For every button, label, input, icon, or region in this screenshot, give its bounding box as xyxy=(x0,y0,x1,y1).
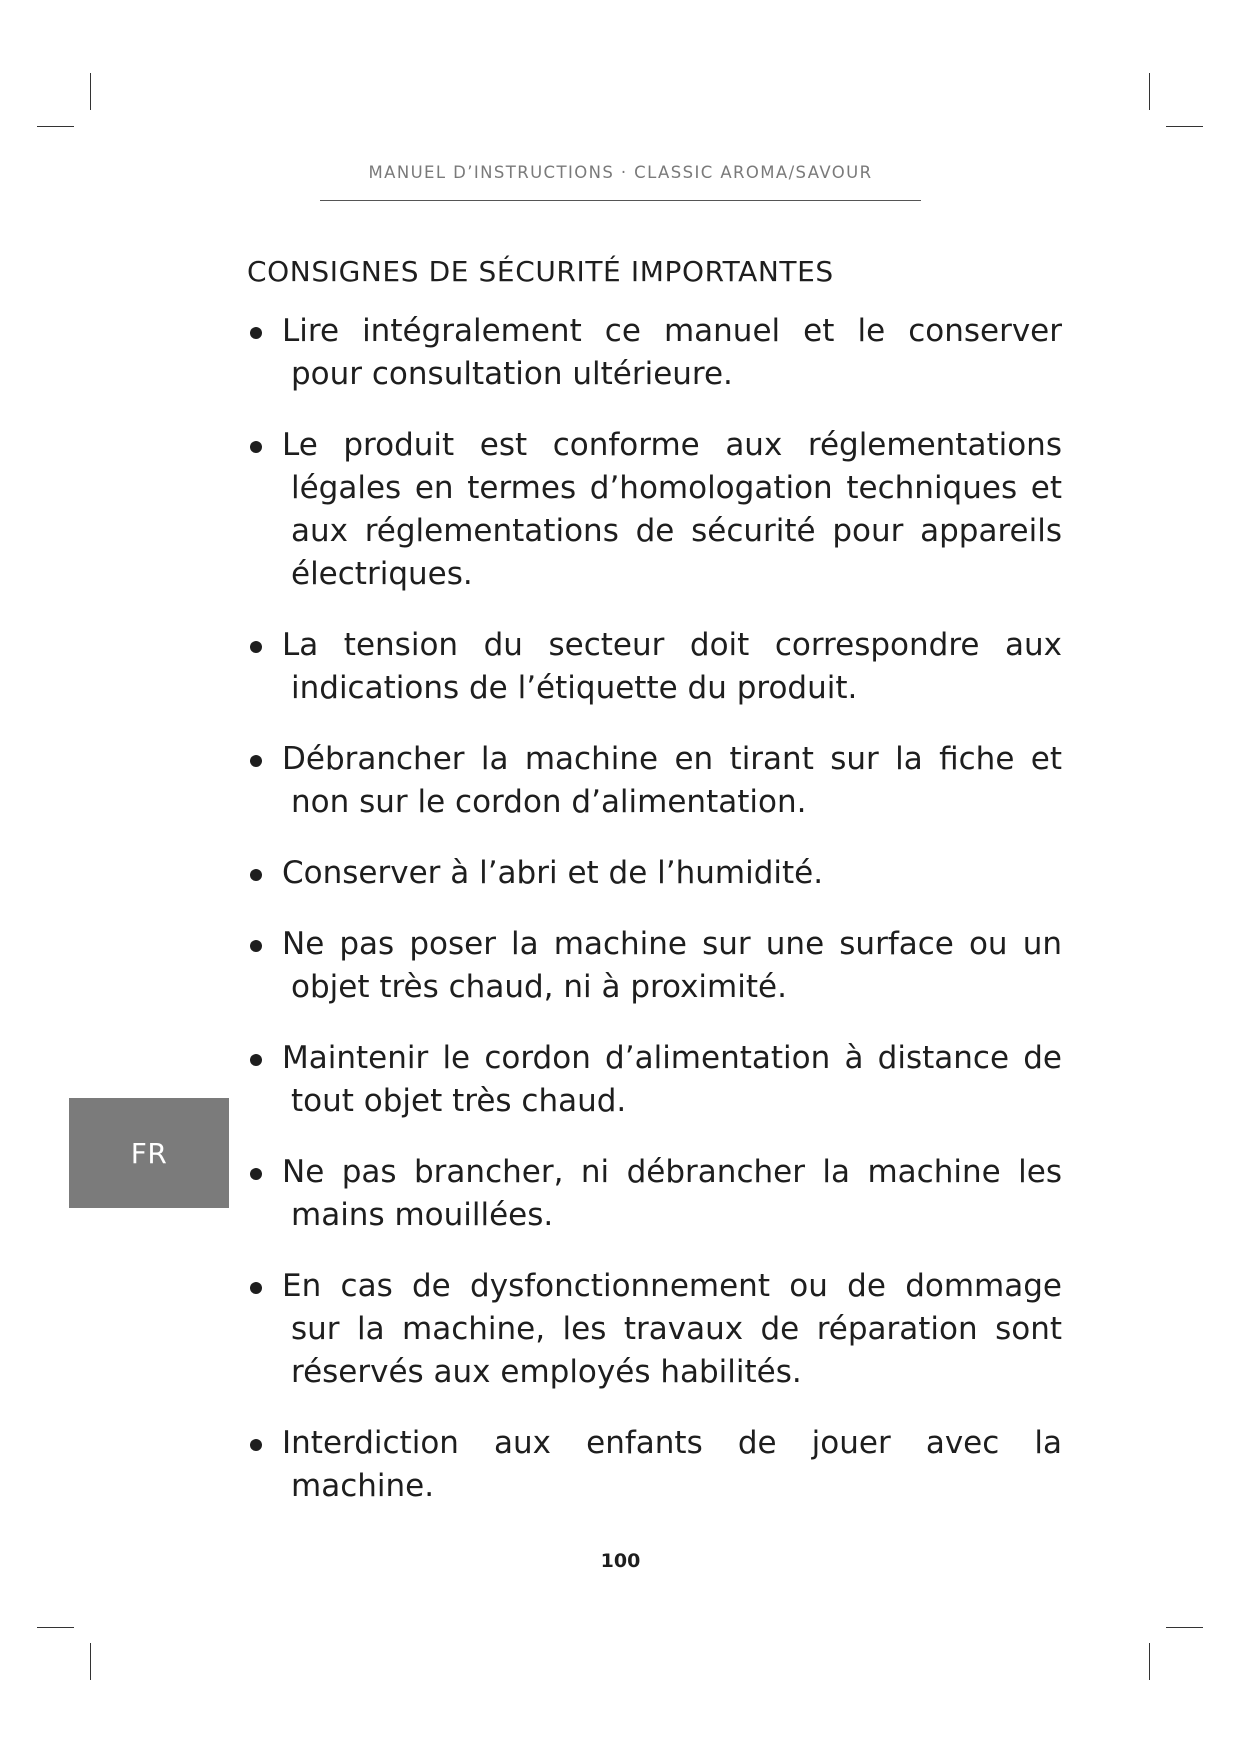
safety-instructions-list xyxy=(247,310,1062,1536)
list-item xyxy=(247,738,1062,824)
crop-mark-bottom-right-horizontal xyxy=(1166,1627,1203,1628)
crop-mark-top-left-vertical xyxy=(90,73,91,110)
bullet-icon xyxy=(250,1168,262,1180)
list-item xyxy=(247,624,1062,710)
crop-mark-top-right-vertical xyxy=(1149,73,1150,110)
list-item-text: Lire intégralement ce manuel et le conserver pour consultation ultérieure. xyxy=(282,313,1062,392)
list-item xyxy=(247,852,1062,895)
running-header: MANUEL D’INSTRUCTIONS · CLASSIC AROMA/SAVOUR xyxy=(368,163,873,182)
bullet-icon xyxy=(250,441,262,453)
crop-mark-top-right-horizontal xyxy=(1166,126,1203,127)
bullet-icon xyxy=(250,940,262,952)
bullet-icon xyxy=(250,1439,262,1451)
bullet-icon xyxy=(250,869,262,881)
list-item-text: Ne pas brancher, ni débrancher la machine les mains mouillées. xyxy=(282,1154,1062,1233)
list-item-text: Le produit est conforme aux réglementations légales en termes d’homologation techniques et aux réglementations de sécurité pour appareils électriques. xyxy=(282,427,1062,592)
bullet-icon xyxy=(250,1282,262,1294)
section-title: CONSIGNES DE SÉCURITÉ IMPORTANTES xyxy=(247,255,834,288)
list-item xyxy=(247,424,1062,596)
list-item xyxy=(247,1422,1062,1508)
list-item-text: La tension du secteur doit correspondre aux indications de l’étiquette du produit. xyxy=(282,627,1062,706)
language-tab-label: FR xyxy=(130,1136,168,1170)
list-item xyxy=(247,1037,1062,1123)
list-item-text: Ne pas poser la machine sur une surface ou un objet très chaud, ni à proximité. xyxy=(282,926,1062,1005)
crop-mark-top-left-horizontal xyxy=(37,126,74,127)
list-item-text: Débrancher la machine en tirant sur la fiche et non sur le cordon d’alimentation. xyxy=(282,741,1062,820)
bullet-icon xyxy=(250,1054,262,1066)
bullet-icon xyxy=(250,641,262,653)
bullet-icon xyxy=(250,327,262,339)
list-item xyxy=(247,1265,1062,1394)
list-item-text: Maintenir le cordon d’alimentation à distance de tout objet très chaud. xyxy=(282,1040,1062,1119)
crop-mark-bottom-left-horizontal xyxy=(37,1627,74,1628)
crop-mark-bottom-right-vertical xyxy=(1149,1643,1150,1680)
list-item-text: Conserver à l’abri et de l’humidité. xyxy=(282,855,824,891)
page-number: 100 xyxy=(600,1550,641,1572)
list-item xyxy=(247,1151,1062,1237)
list-item-text: Interdiction aux enfants de jouer avec la machine. xyxy=(282,1425,1062,1504)
crop-mark-bottom-left-vertical xyxy=(90,1643,91,1680)
header-rule xyxy=(320,200,921,201)
bullet-icon xyxy=(250,755,262,767)
language-tab xyxy=(69,1098,229,1208)
list-item xyxy=(247,923,1062,1009)
list-item xyxy=(247,310,1062,396)
list-item-text: En cas de dysfonctionnement ou de dommage sur la machine, les travaux de réparation sont réservés aux employés habilités. xyxy=(282,1268,1062,1390)
